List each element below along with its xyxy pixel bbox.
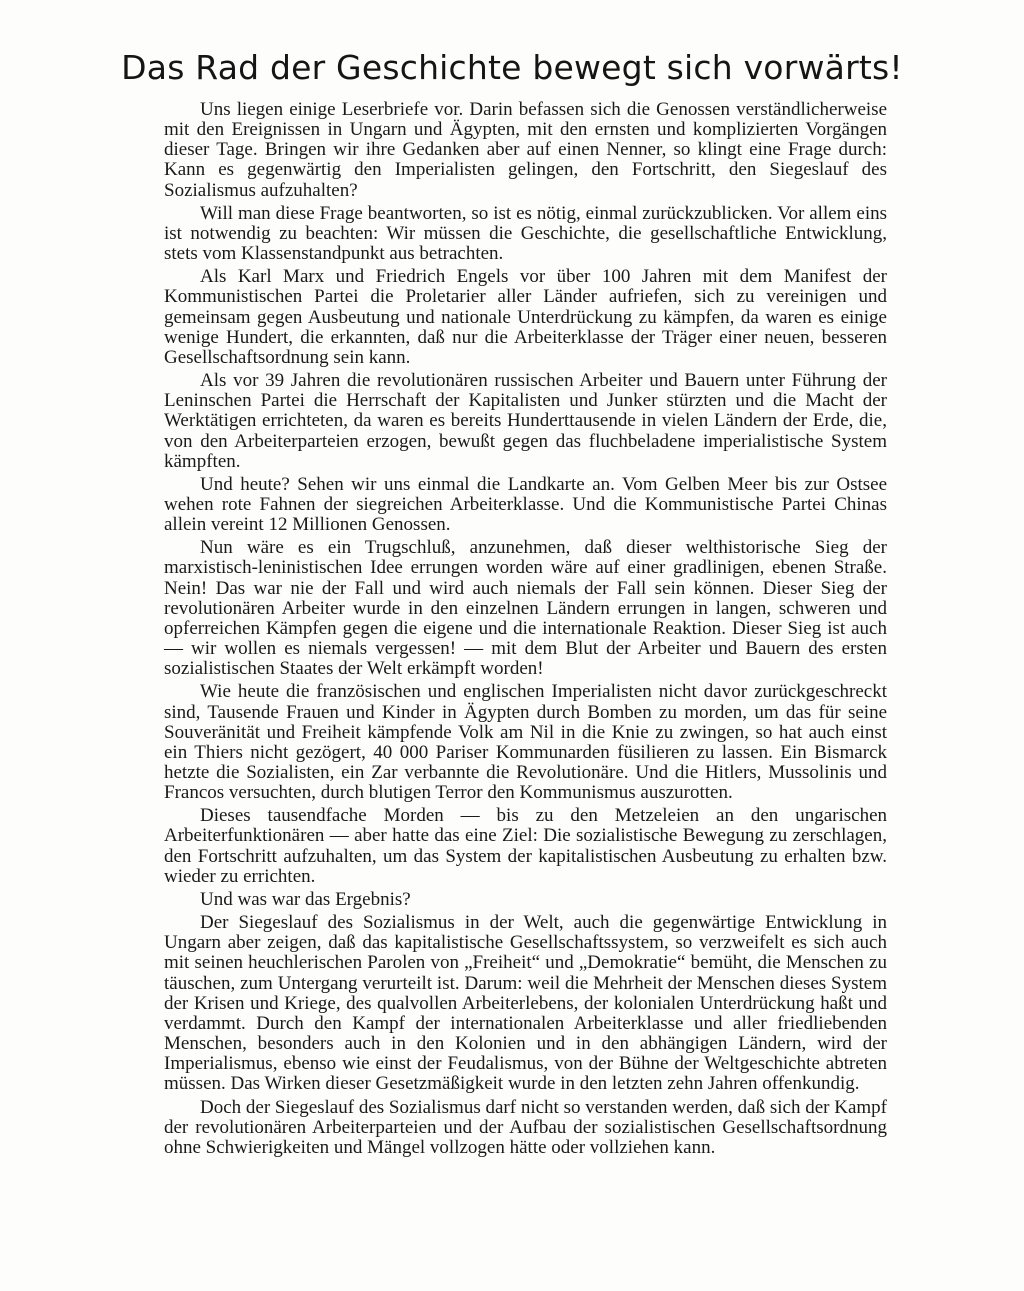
paragraph: Der Siegeslauf des Sozialismus in der Welt, auch die gegenwärtige Entwicklung in Ungarn aber zeigen, daß das kapitalistische Gesellschaftssystem, so verzweifelt es sich auch mit seinen heuchlerischen Parolen von „Freiheit“ und „Demokratie“ bemüht, die Menschen zu täuschen, zum Untergang verurteilt ist. Darum: weil die Mehrheit der Menschen dieses System der Krisen und Kriege, des qualvollen Arbeiterlebens, der kolonialen Unterdrückung haßt und verdammt. Durch den Kampf der internationalen Arbeiterklasse und aller friedliebenden Menschen, besonders auch in den Kolonien und in den abhängigen Ländern, wird der Imperialismus, ebenso wie einst der Feudalismus, von der Bühne der Weltgeschichte abtreten müssen. Das Wirken dieser Gesetzmäßigkeit wurde in den letzten zehn Jahren offenkundig.	[164, 912, 887, 1095]
paragraph: Wie heute die französischen und englischen Imperialisten nicht davor zurückgeschreckt sind, Tausende Frauen und Kinder in Ägypten durch Bomben zu morden, um das für seine Souveränität und Freiheit kämpfende Volk am Nil in die Knie zu zwingen, so hat auch einst ein Thiers nicht gezögert, 40 000 Pariser Kommunarden füsilieren zu lassen. Ein Bismarck hetzte die Sozialisten, ein Zar verbannte die Revolutionäre. Und die Hitlers, Mussolinis und Francos versuchten, durch blutigen Terror den Kommunismus auszurotten.	[164, 681, 887, 804]
paragraph: Dieses tausendfache Morden — bis zu den Metzeleien an den ungarischen Arbeiterfunktionären — aber hatte das eine Ziel: Die sozialistische Bewegung zu zerschlagen, den Fortschritt aufzuhalten, um das System der kapitalistischen Ausbeutung zu erhalten bzw. wieder zu errichten.	[164, 805, 887, 887]
paragraph: Will man diese Frage beantworten, so ist es nötig, einmal zurückzublicken. Vor allem eins ist notwendig zu beachten: Wir müssen die Geschichte, die gesellschaftliche Entwicklung, stets vom Klassenstandpunkt aus betrachten.	[164, 202, 887, 265]
paragraph: Uns liegen einige Leserbriefe vor. Darin befassen sich die Genossen verständlicherweise mit den Ereignissen in Ungarn und Ägypten, mit den ernsten und komplizierten Vorgängen dieser Tage. Bringen wir ihre Gedanken aber auf einen Nenner, so klingt eine Frage durch: Kann es gegenwärtig den Imperialisten gelingen, den Fortschritt, den Siegeslauf des Sozialismus aufzuhalten?	[164, 99, 887, 201]
paragraph: Als Karl Marx und Friedrich Engels vor über 100 Jahren mit dem Manifest der Kommunistischen Partei die Proletarier aller Länder aufriefen, sich zu vereinigen und gemeinsam gegen Ausbeutung und nationale Unterdrückung zu kämpfen, da waren es einige wenige Hundert, die erkannten, daß nur die Arbeiterklasse der Träger einer neuen, besseren Gesellschaftsordnung sein kann.	[164, 266, 887, 368]
paragraph: Und heute? Sehen wir uns einmal die Landkarte an. Vom Gelben Meer bis zur Ostsee wehen rote Fahnen der siegreichen Arbeiterklasse. Und die Kommunistische Partei Chinas allein vereint 12 Millionen Genossen.	[164, 473, 887, 536]
paragraph: Und was war das Ergebnis?	[200, 888, 411, 910]
paragraph: Als vor 39 Jahren die revolutionären russischen Arbeiter und Bauern unter Führung der Leninschen Partei die Herrschaft der Kapitalisten und Junker stürzten und die Macht der Werktätigen errichteten, da waren es bereits Hunderttausende in vielen Ländern der Erde, die, von den Arbeiterparteien erzogen, bewußt gegen das fluchbeladene imperialistische System kämpften.	[164, 370, 887, 472]
paragraph: Doch der Siegeslauf des Sozialismus darf nicht so verstanden werden, daß sich der Kampf der revolutionären Arbeiterparteien und der Aufbau der sozialistischen Gesellschaftsordnung ohne Schwierigkeiten und Mängel vollzogen hätte oder vollziehen kann.	[164, 1096, 887, 1158]
article-title: Das Rad der Geschichte bewegt sich vorwärts!	[121, 48, 903, 87]
paragraph: Nun wäre es ein Trugschluß, anzunehmen, daß dieser welthistorische Sieg der marxistisch-leninistischen Idee errungen worden wäre auf einer gradlinigen, ebenen Straße. Nein! Das war nie der Fall und wird auch niemals der Fall sein können. Dieser Sieg der revolutionären Arbeiter wurde in den einzelnen Ländern errungen in langen, schweren und opferreichen Kämpfen gegen die eigene und die internationale Reaktion. Dieser Sieg ist auch — wir wollen es niemals vergessen! — mit dem Blut der Arbeiter und Bauern des ersten sozialistischen Staates der Welt erkämpft worden!	[164, 537, 887, 680]
article-body	[164, 100, 887, 1161]
